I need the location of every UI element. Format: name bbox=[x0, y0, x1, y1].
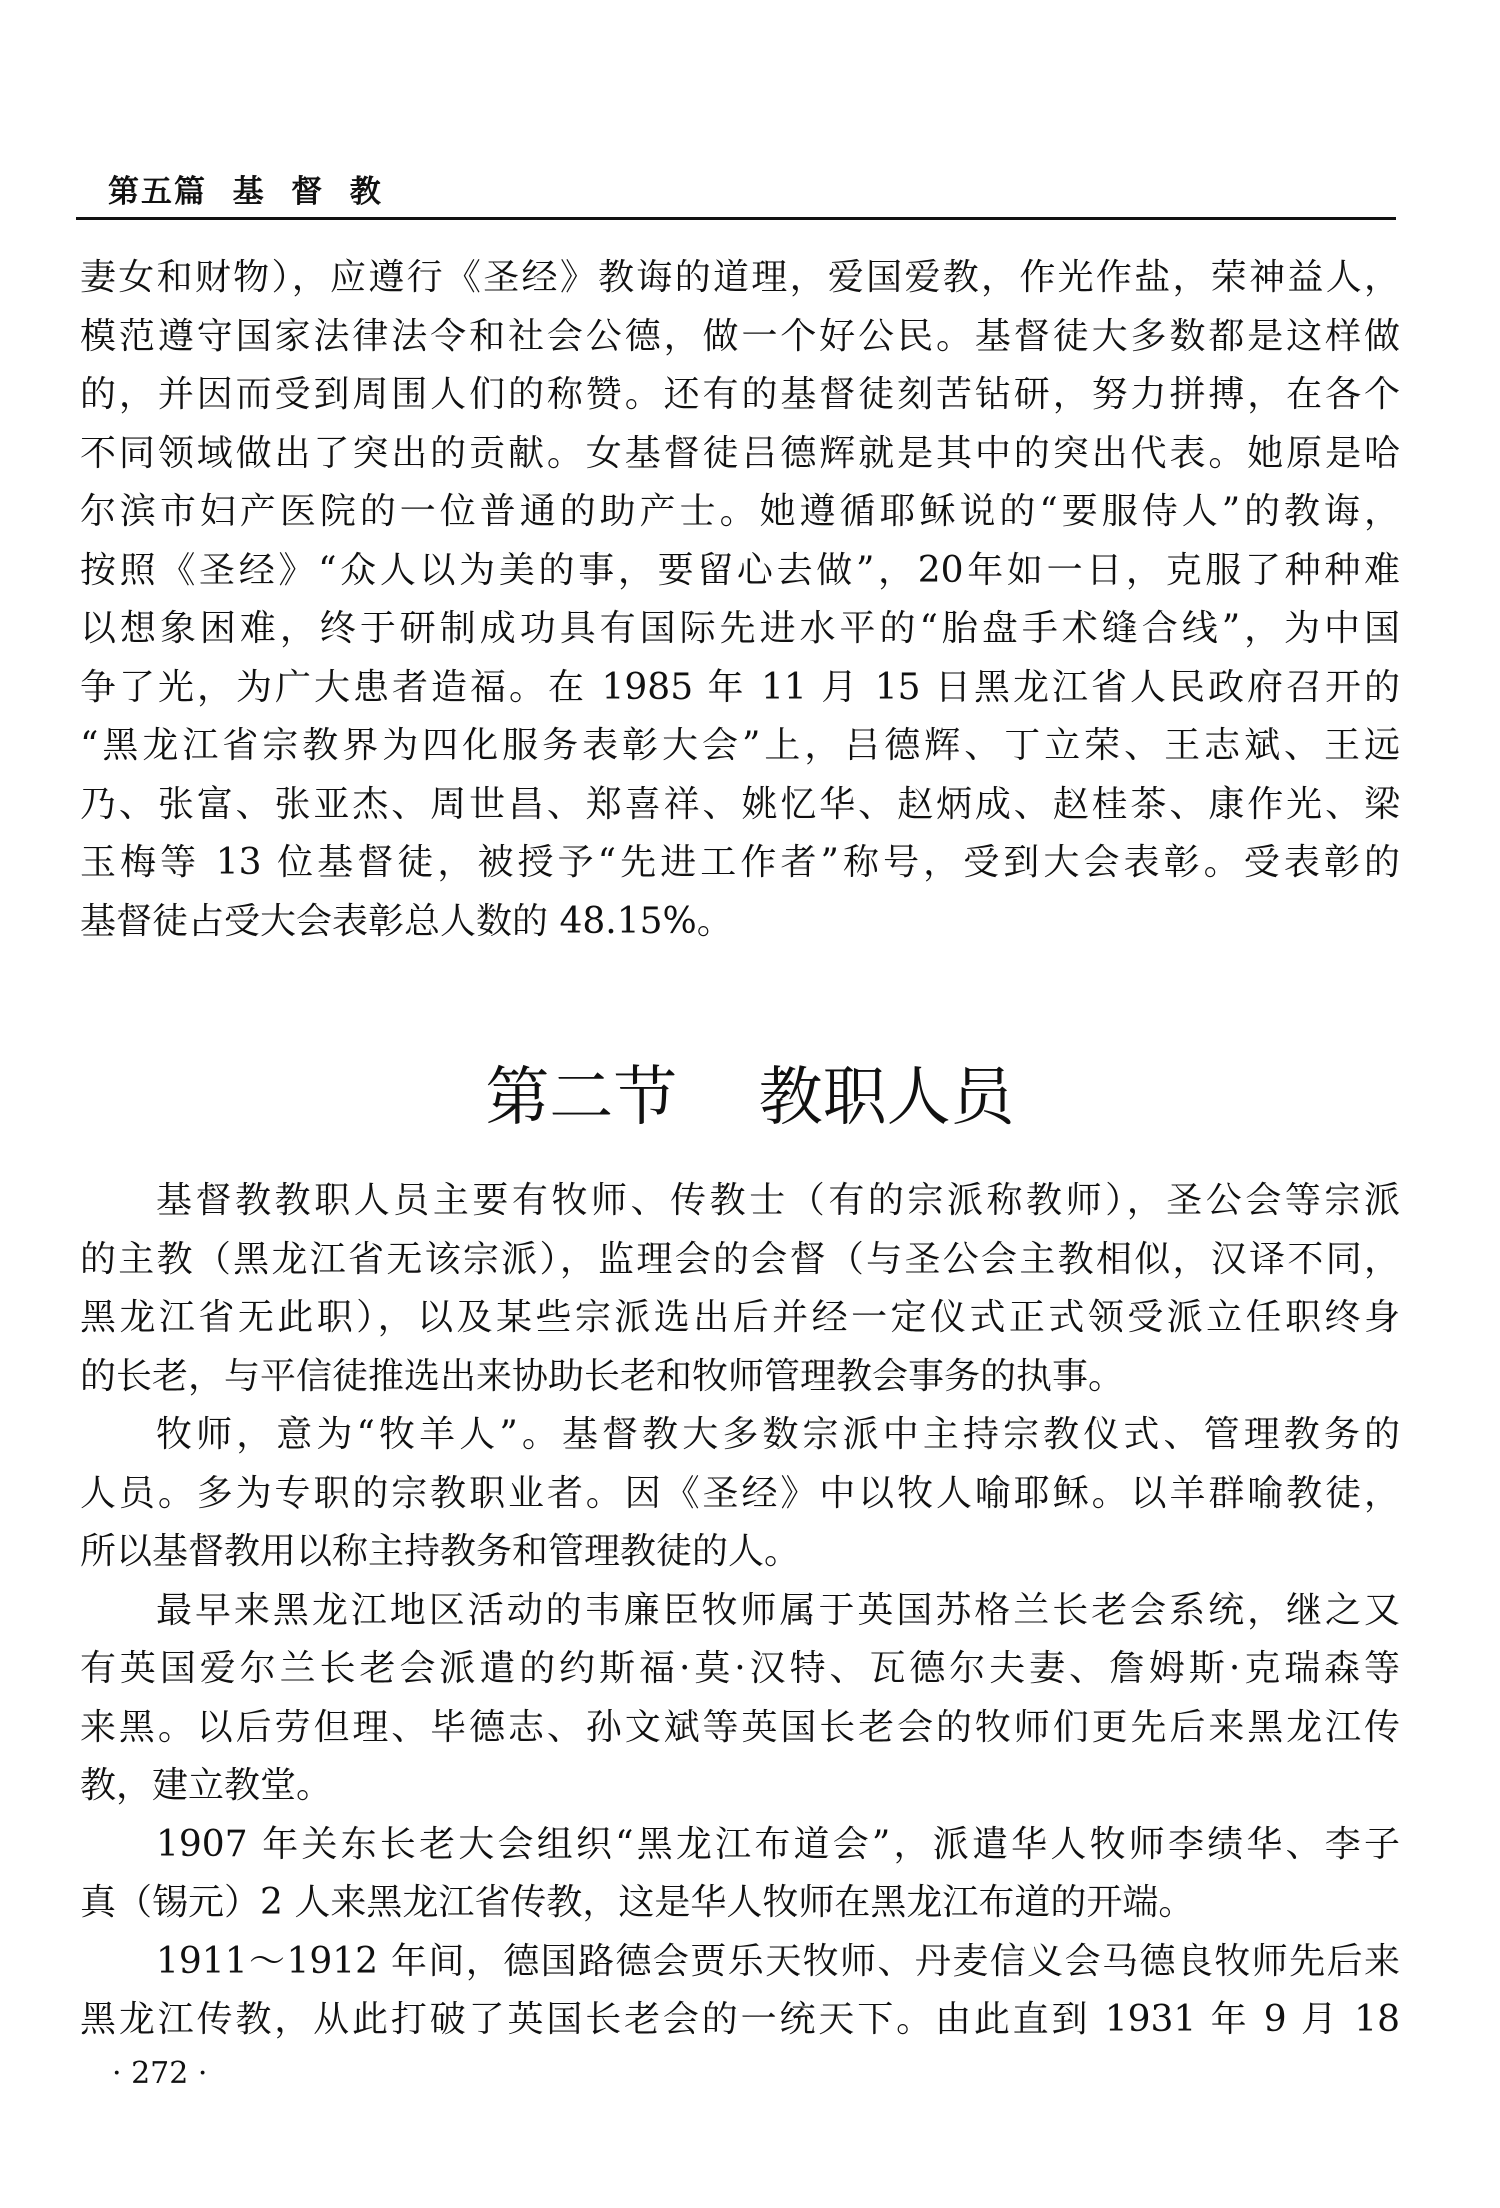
text-line: 基督教教职人员主要有牧师、传教士（有的宗派称教师），圣公会等宗派 bbox=[156, 1180, 1400, 1221]
text-line: 尔滨市妇产医院的一位普通的助产士。她遵循耶稣说的“要服侍人”的教诲， bbox=[80, 491, 1400, 532]
text-line: 的长老，与平信徒推选出来协助长老和牧师管理教会事务的执事。 bbox=[80, 1355, 1125, 1397]
text-line: 牧师，意为“牧羊人”。基督教大多数宗派中主持宗教仪式、管理教务的 bbox=[156, 1414, 1400, 1455]
text-line: 有英国爱尔兰长老会派遣的约斯福·莫·汉特、瓦德尔夫妻、詹姆斯·克瑞森等 bbox=[80, 1648, 1400, 1689]
text-line: 妻女和财物），应遵行《圣经》教诲的道理，爱国爱教，作光作盐，荣神益人， bbox=[80, 257, 1400, 298]
text-line: 乃、张富、张亚杰、周世昌、郑喜祥、姚忆华、赵炳成、赵桂茶、康作光、梁 bbox=[80, 783, 1400, 825]
text-line: 争了光，为广大患者造福。在 1985 年 11 月 15 日黑龙江省人民政府召开的 bbox=[80, 666, 1400, 708]
text-line: 来黑。以后劳但理、毕德志、孙文斌等英国长老会的牧师们更先后来黑龙江传 bbox=[80, 1706, 1400, 1748]
running-header: 第五篇 基 督 教 bbox=[108, 174, 383, 210]
text-line: 以想象困难，终于研制成功具有国际先进水平的“胎盘手术缝合线”，为中国 bbox=[80, 608, 1400, 649]
text-line: 的主教（黑龙江省无该宗派），监理会的会督（与圣公会主教相似，汉译不同， bbox=[80, 1238, 1400, 1280]
text-line: 模范遵守国家法律法令和社会公德，做一个好公民。基督徒大多数都是这样做 bbox=[80, 315, 1400, 357]
top-paragraph bbox=[80, 249, 1400, 951]
text-line: 黑龙江省无此职），以及某些宗派选出后并经一定仪式正式领受派立任职终身 bbox=[80, 1297, 1400, 1338]
text-line: 的，并因而受到周围人们的称赞。还有的基督徒刻苦钻研，努力拼搏，在各个 bbox=[80, 374, 1400, 415]
text-line: 不同领域做出了突出的贡献。女基督徒吕德辉就是其中的突出代表。她原是哈 bbox=[80, 432, 1400, 474]
text-line: 人员。多为专职的宗教职业者。因《圣经》中以牧人喻耶稣。以羊群喻教徒， bbox=[80, 1472, 1400, 1514]
text-line: 1907 年关东长老大会组织“黑龙江布道会”，派遣华人牧师李绩华、李子 bbox=[156, 1823, 1400, 1865]
text-line: 教，建立教堂。 bbox=[80, 1765, 333, 1806]
text-line: 基督徒占受大会表彰总人数的 48.15%。 bbox=[80, 900, 733, 942]
section-body bbox=[80, 1172, 1400, 2050]
text-line: 最早来黑龙江地区活动的韦廉臣牧师属于英国苏格兰长老会系统，继之又 bbox=[156, 1589, 1400, 1631]
text-line: 真（锡元）2 人来黑龙江省传教，这是华人牧师在黑龙江布道的开端。 bbox=[80, 1882, 1195, 1923]
text-line: 玉梅等 13 位基督徒，被授予“先进工作者”称号，受到大会表彰。受表彰的 bbox=[80, 842, 1400, 883]
header-rule bbox=[76, 217, 1396, 220]
page-number: · 272 · bbox=[112, 2056, 208, 2091]
text-line: “黑龙江省宗教界为四化服务表彰大会”上，吕德辉、丁立荣、王志斌、王远 bbox=[80, 725, 1400, 766]
text-line: 所以基督教用以称主持教务和管理教徒的人。 bbox=[80, 1531, 801, 1572]
text-line: 1911～1912 年间，德国路德会贾乐天牧师、丹麦信义会马德良牧师先后来 bbox=[156, 1940, 1400, 1982]
text-line: 按照《圣经》“众人以为美的事，要留心去做”，20年如一日，克服了种种难 bbox=[80, 549, 1400, 591]
text-line: 黑龙江传教，从此打破了英国长老会的一统天下。由此直到 1931 年 9 月 18 bbox=[80, 1999, 1400, 2040]
section-title: 第二节 教职人员 bbox=[485, 1061, 1015, 1135]
